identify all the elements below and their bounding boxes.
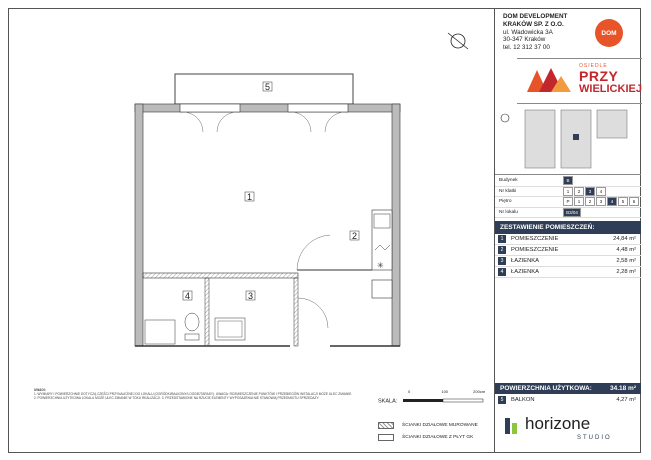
- usable-area-value: 34.18 m²: [609, 385, 636, 392]
- room-label-4: 4: [185, 291, 191, 301]
- klatka-cell-selected: 3: [585, 187, 595, 196]
- brand-osiedle: OSIEDLE: [579, 63, 608, 69]
- company-name: DOM DEVELOPMENT: [503, 13, 568, 20]
- brand-logo: [517, 58, 642, 104]
- masonry-hatch-icon: [378, 422, 394, 429]
- company-street: ul. Wadowicka 3A: [503, 28, 553, 36]
- room-row: 3 ŁAZIENKA 2,58 m²: [495, 256, 641, 267]
- horizone-logo: horizone STUDIO: [525, 414, 612, 441]
- window-right: [288, 104, 348, 112]
- company-city: 30-347 Kraków: [503, 36, 546, 44]
- unit-info-table: [495, 176, 641, 218]
- company-name-2: KRAKÓW SP. Z O.O.: [503, 20, 564, 28]
- scale-bar: SKALA: 0 100 200cm: [378, 389, 486, 405]
- window-left: [180, 104, 240, 112]
- brand-przy: PRZY: [579, 68, 619, 84]
- brand-leaf-icon: [517, 62, 577, 102]
- dom-logo: DOM: [595, 19, 623, 47]
- bathroom-top-wall: [143, 273, 298, 278]
- left-wall: [135, 104, 143, 346]
- pietro-cell: 2: [585, 197, 595, 206]
- right-wall: [392, 104, 400, 346]
- brand-wielickiej: WIELICKIEJ: [579, 83, 642, 95]
- notes-title: UWAGI:: [34, 388, 46, 392]
- klatka-cell: 4: [596, 187, 606, 196]
- pietro-cell: 6: [629, 197, 639, 206]
- room-label-5: 5: [265, 82, 271, 92]
- room-row: 2 POMIESZCZENIE 4,48 m²: [495, 245, 641, 256]
- legend: ŚCIANKI DZIAŁOWE MUROWANE ŚCIANKI DZIAŁOWE Z PŁYT GK: [378, 419, 478, 443]
- klatka-label: Nr klatki: [499, 188, 517, 194]
- gk-wall-icon: [378, 434, 394, 441]
- usable-area-label: POWIERZCHNIA UŻYTKOWA:: [500, 385, 592, 392]
- room-row: 4 ŁAZIENKA 2,28 m²: [495, 267, 641, 278]
- rooms-summary-title: ZESTAWIENIE POMIESZCZEŃ:: [495, 221, 641, 234]
- pietro-cell: 1: [574, 197, 584, 206]
- shower: [215, 318, 245, 340]
- notes-text: 1. WYMIARY I POWIERZCHNIE DOTYCZĄ CZĘŚCI PRZYNALEŻNEJ DO LOKALU (OGRÓDKI/BALKONY/LOGGIE/TARASY). UWAGA: ROZMIESZCZENIE PUNKTÓW I PRZEBIEGÓW INSTALACJI MOŻE ULEC ZMIANIE. 2. POWIERZCHNIA UŻYTKOWA LOKALU MOŻE ULEC ZMIANIE W TOKU REALIZACJI. 3. PRZEDSTAWIONE NA RZUCIE ELEMENTY WYPOSAŻENIA NIE STANOWIĄ PRZEDMIOTU SPRZEDAŻY.: [34, 392, 353, 401]
- klatka-cell: 2: [574, 187, 584, 196]
- lokal-value: B3/04: [563, 208, 581, 217]
- bathtub-area: [145, 320, 175, 344]
- building-minimap: [495, 104, 641, 175]
- room-label-2: 2: [352, 231, 358, 241]
- company-info: [503, 13, 567, 52]
- bathroom-divider: [205, 278, 209, 346]
- rooms-summary: [495, 221, 641, 278]
- room-label-3: 3: [248, 291, 254, 301]
- fridge: [372, 280, 392, 298]
- company-phone: tel. 12 312 37 00: [503, 44, 550, 52]
- pietro-cell: 3: [596, 197, 606, 206]
- pietro-cell: 5: [618, 197, 628, 206]
- notes: [34, 388, 354, 401]
- room-row: 1 POMIESZCZENIE 24,84 m²: [495, 234, 641, 245]
- usable-area: [495, 383, 641, 405]
- pietro-cell-selected: 4: [607, 197, 617, 206]
- pietro-label: Piętro: [499, 199, 512, 205]
- klatka-cell: 1: [563, 187, 573, 196]
- balcony-row: 5 BALKON 4,27 m²: [495, 394, 641, 405]
- horizone-logo-icon: [505, 418, 521, 434]
- budynek-label: Budynek: [499, 178, 518, 184]
- room-label-1: 1: [247, 192, 253, 202]
- info-panel: [494, 8, 641, 453]
- budynek-value: B: [563, 176, 573, 185]
- toilet: [185, 313, 199, 331]
- svg-text:✳: ✳: [377, 261, 384, 270]
- lokal-label: Nr lokalu: [499, 209, 518, 215]
- pietro-cell: P: [563, 197, 573, 206]
- scale-label: SKALA:: [378, 398, 398, 405]
- top-wall: [135, 104, 400, 112]
- bathroom-right-wall: [294, 278, 298, 346]
